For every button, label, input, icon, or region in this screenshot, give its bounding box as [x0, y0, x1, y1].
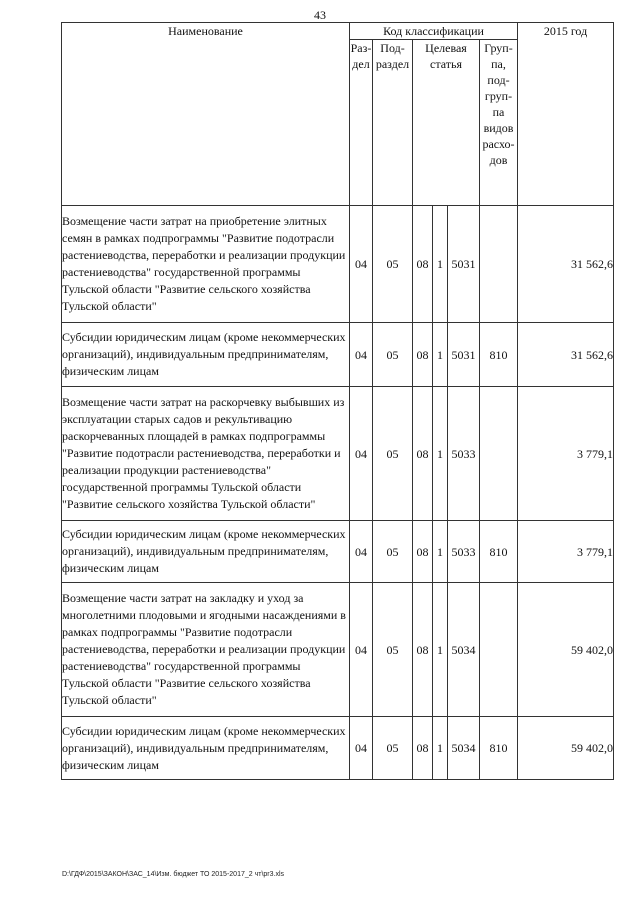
- row-amount: 59 402,0: [518, 583, 614, 717]
- row-code-2: 1: [433, 521, 448, 583]
- row-code-2: 1: [433, 206, 448, 323]
- row-code-3: 5031: [448, 206, 480, 323]
- row-vid: [480, 583, 518, 717]
- row-vid: 810: [480, 323, 518, 387]
- row-code-1: 08: [413, 387, 433, 521]
- page-number: 43: [314, 8, 326, 22]
- row-code-3: 5031: [448, 323, 480, 387]
- header-gruppa: Груп-па, под-груп-па видов расхо-дов: [480, 40, 518, 206]
- row-code-1: 08: [413, 206, 433, 323]
- header-podrazdel: Под-раздел: [373, 40, 413, 206]
- row-podrazdel: 05: [373, 583, 413, 717]
- row-code-1: 08: [413, 323, 433, 387]
- row-name: Возмещение части затрат на приобретение элитных семян в рамках подпрограммы "Развитие подотрасли растениеводства, переработки и реализации продукции растениеводства" государственной программы Тульской области "Развитие сельского хозяйства Тульской области": [62, 206, 350, 323]
- table-row: [62, 717, 614, 780]
- row-code-1: 08: [413, 583, 433, 717]
- row-amount: 3 779,1: [518, 521, 614, 583]
- row-amount: 59 402,0: [518, 717, 614, 780]
- table-row: [62, 206, 614, 323]
- budget-table: [61, 22, 614, 780]
- row-podrazdel: 05: [373, 521, 413, 583]
- row-name: Субсидии юридическим лицам (кроме некоммерческих организаций), индивидуальным предпринимателям, физическим лицам: [62, 717, 350, 780]
- row-podrazdel: 05: [373, 206, 413, 323]
- row-code-1: 08: [413, 717, 433, 780]
- row-razdel: 04: [350, 583, 373, 717]
- row-name: Субсидии юридическим лицам (кроме некоммерческих организаций), индивидуальным предпринимателям, физическим лицам: [62, 521, 350, 583]
- row-amount: 31 562,6: [518, 323, 614, 387]
- row-name: Субсидии юридическим лицам (кроме некоммерческих организаций), индивидуальным предпринимателям, физическим лицам: [62, 323, 350, 387]
- row-amount: 31 562,6: [518, 206, 614, 323]
- header-celevaya: Целевая статья: [413, 40, 480, 206]
- row-name: Возмещение части затрат на закладку и уход за многолетними плодовыми и ягодными насаждениями в рамках подпрограммы "Развитие подотрасли растениеводства, переработки и реализации продукции растениеводства" государственной программы Тульской области "Развитие сельского хозяйства Тульской области": [62, 583, 350, 717]
- row-code-3: 5034: [448, 583, 480, 717]
- row-razdel: 04: [350, 717, 373, 780]
- row-vid: 810: [480, 521, 518, 583]
- table-row: [62, 583, 614, 717]
- table-row: [62, 521, 614, 583]
- row-razdel: 04: [350, 323, 373, 387]
- table-row: [62, 387, 614, 521]
- row-vid: [480, 387, 518, 521]
- row-podrazdel: 05: [373, 387, 413, 521]
- table-row: [62, 323, 614, 387]
- row-code-2: 1: [433, 323, 448, 387]
- row-code-1: 08: [413, 521, 433, 583]
- header-code: Код классификации: [350, 23, 518, 40]
- row-code-3: 5033: [448, 387, 480, 521]
- row-code-2: 1: [433, 717, 448, 780]
- row-amount: 3 779,1: [518, 387, 614, 521]
- row-name: Возмещение части затрат на раскорчевку выбывших из эксплуатации старых садов и рекультивацию раскорчеванных площадей в рамках подпрограммы "Развитие подотрасли растениеводства, переработки и реализации продукции растениеводства" государственной программы Тульской области "Развитие сельского хозяйства Тульской области": [62, 387, 350, 521]
- row-code-2: 1: [433, 387, 448, 521]
- row-podrazdel: 05: [373, 717, 413, 780]
- row-vid: 810: [480, 717, 518, 780]
- row-razdel: 04: [350, 521, 373, 583]
- row-vid: [480, 206, 518, 323]
- row-code-3: 5034: [448, 717, 480, 780]
- row-podrazdel: 05: [373, 323, 413, 387]
- header-razdel: Раз-дел: [350, 40, 373, 206]
- row-razdel: 04: [350, 206, 373, 323]
- file-path-footer: D:\ГДФ\2015\ЗАКОН\ЗАС_14\Изм. бюджет ТО 2015-2017_2 чт\pr3.xls: [62, 871, 285, 878]
- header-name: Наименование: [62, 23, 350, 206]
- header-year: 2015 год: [518, 23, 614, 206]
- row-code-3: 5033: [448, 521, 480, 583]
- row-razdel: 04: [350, 387, 373, 521]
- row-code-2: 1: [433, 583, 448, 717]
